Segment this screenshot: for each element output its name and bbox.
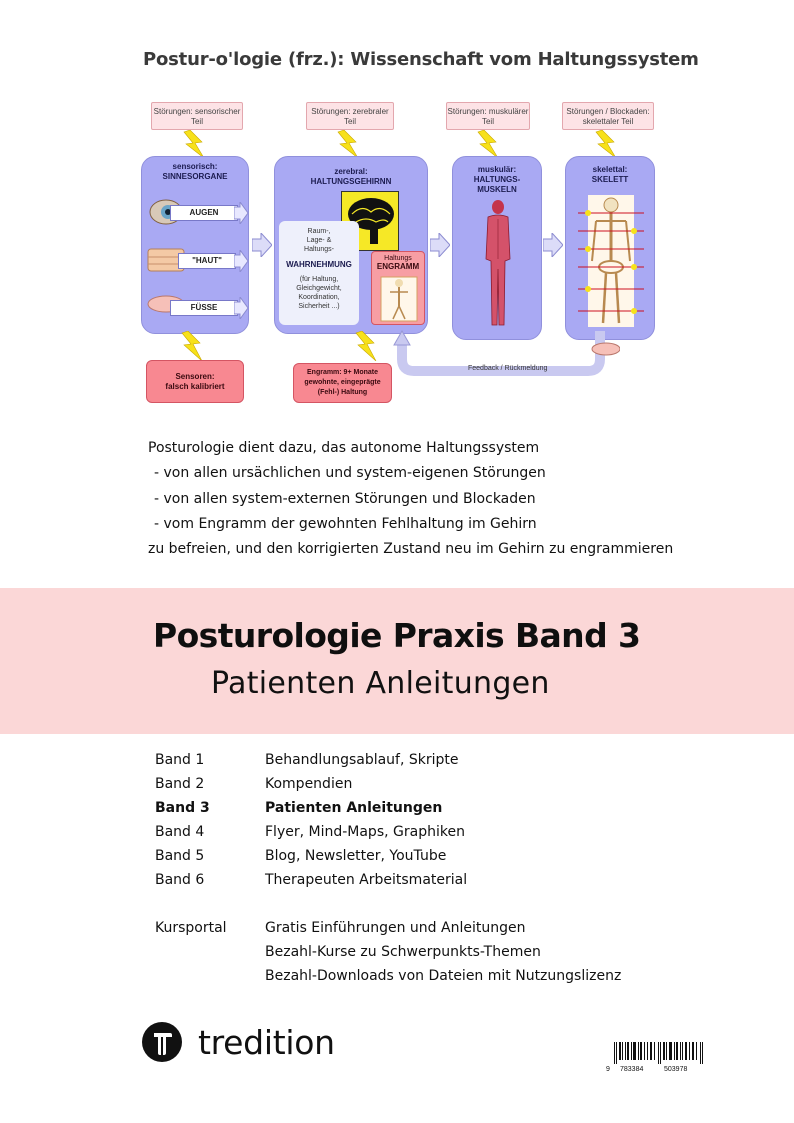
series-row — [155, 749, 621, 773]
perception-line: Raum-, — [307, 228, 331, 235]
skeleton-figure-icon — [576, 191, 646, 331]
page-headline: Postur-o'logie (frz.): Wissenschaft vom Haltungssystem — [143, 49, 699, 70]
lightning-icon — [336, 130, 362, 158]
kursportal-row — [155, 965, 621, 989]
series-row-current — [155, 797, 621, 821]
series-value: Kompendien — [265, 776, 353, 792]
arrow-right-icon — [543, 233, 563, 257]
lightning-icon — [476, 130, 502, 158]
series-key: Band 4 — [155, 824, 205, 840]
barcode-digits: 503978 — [664, 1066, 688, 1073]
tag-cerebral: Störungen: zerebraler Teil — [306, 102, 394, 130]
engram-label: Haltungs — [384, 255, 412, 262]
posture-system-diagram — [0, 95, 794, 415]
engram-box — [371, 251, 425, 325]
alert-line: gewohnte, eingeprägte — [304, 379, 381, 386]
panel-title: HALTUNGS- — [473, 175, 521, 184]
series-list — [155, 749, 621, 989]
feedback-label: Feedback / Rückmeldung — [468, 365, 548, 372]
series-value: Patienten Anleitungen — [265, 800, 443, 816]
tag-sensory: Störungen: sensorischer Teil — [151, 102, 243, 130]
skeleton-icon — [380, 276, 418, 322]
perception-line: Lage- & — [306, 237, 332, 244]
barcode-digit: 9 — [606, 1066, 610, 1073]
perception-detail: Gleichgewicht, — [296, 285, 342, 292]
perception-box — [279, 221, 359, 325]
alert-line: (Fehl-) Haltung — [317, 389, 368, 396]
tag-muscular: Störungen: muskulärer Teil — [446, 102, 530, 130]
arrow-right-icon — [234, 250, 248, 272]
series-key: Band 2 — [155, 776, 205, 792]
series-row — [155, 869, 621, 893]
arrow-right-icon — [234, 202, 248, 224]
intro-bullet: - von allen ursächlichen und system-eigenen Störungen — [154, 465, 546, 482]
muscle-figure-icon — [479, 199, 517, 329]
alert-line: falsch kalibriert — [165, 382, 225, 391]
panel-title: SKELETT — [591, 175, 629, 184]
panel-title: SINNESORGANE — [162, 172, 228, 181]
sensors-alert-box — [146, 360, 244, 403]
series-key: Band 3 — [155, 800, 210, 816]
perception-title: WAHRNEHMUNG — [286, 260, 352, 269]
panel-sensory — [141, 156, 249, 334]
book-title: Posturologie Praxis Band 3 — [153, 616, 641, 655]
barcode-bars — [614, 1042, 704, 1064]
intro-bullet: - von allen system-externen Störungen und Blockaden — [154, 490, 536, 507]
perception-detail: Koordination, — [298, 294, 340, 301]
sensor-eyes: AUGEN — [170, 205, 238, 221]
perception-detail: Sicherheit ...) — [298, 303, 340, 310]
lightning-icon — [594, 130, 620, 158]
engram-label: ENGRAMM — [376, 262, 420, 271]
engram-alert-box — [293, 363, 392, 403]
alert-line: Sensoren: — [175, 372, 215, 381]
intro-line: zu befreien, und den korrigierten Zustand neu im Gehirn zu engrammieren — [148, 541, 674, 558]
tag-skeletal: Störungen / Blockaden: skelettaler Teil — [562, 102, 654, 130]
panel-title: MUSKELN — [477, 185, 517, 194]
title-band — [0, 588, 794, 734]
panel-title: muskulär: — [477, 165, 517, 174]
series-key: Band 1 — [155, 752, 205, 768]
series-value: Behandlungsablauf, Skripte — [265, 752, 459, 768]
lightning-icon — [354, 331, 380, 361]
panel-title: zerebral: — [334, 167, 368, 176]
tredition-logo-icon — [142, 1022, 182, 1062]
publisher-name: tredition — [198, 1022, 335, 1062]
panel-title: HALTUNGSGEHIRNN — [310, 177, 392, 186]
intro-bullet: - vom Engramm der gewohnten Fehlhaltung im Gehirn — [154, 515, 537, 532]
series-key: Band 6 — [155, 872, 205, 888]
alert-line: Engramm: 9+ Monate — [307, 369, 378, 376]
publisher-logo — [142, 1022, 335, 1062]
series-value: Flyer, Mind-Maps, Graphiken — [265, 824, 465, 840]
perception-line: Haltungs- — [304, 246, 334, 253]
series-row — [155, 773, 621, 797]
series-value: Bezahl-Kurse zu Schwerpunkts-Themen — [265, 944, 541, 960]
series-value: Bezahl-Downloads von Dateien mit Nutzungslizenz — [265, 968, 622, 984]
sensor-skin: "HAUT" — [178, 253, 236, 269]
series-key: Band 5 — [155, 848, 205, 864]
series-row — [155, 821, 621, 845]
panel-muscular — [452, 156, 542, 340]
barcode-digits: 783384 — [620, 1066, 644, 1073]
arrow-right-icon — [234, 297, 248, 319]
panel-title: sensorisch: — [172, 162, 218, 171]
sensor-feet: FÜSSE — [170, 300, 238, 316]
book-subtitle: Patienten Anleitungen — [211, 666, 550, 701]
kursportal-row — [155, 917, 621, 941]
panel-skeletal — [565, 156, 655, 340]
series-value: Gratis Einführungen und Anleitungen — [265, 920, 526, 936]
panel-title: skelettal: — [592, 165, 628, 174]
isbn-barcode — [606, 1042, 704, 1078]
lightning-icon — [180, 331, 206, 361]
lightning-icon — [182, 130, 208, 158]
series-row — [155, 845, 621, 869]
intro-line: Posturologie dient dazu, das autonome Haltungssystem — [148, 440, 540, 456]
kursportal-row — [155, 941, 621, 965]
arrow-right-icon — [252, 233, 272, 257]
arrow-right-icon — [430, 233, 450, 257]
intro-text — [148, 436, 673, 562]
series-key: Kursportal — [155, 920, 227, 936]
perception-detail: (für Haltung, — [299, 276, 339, 283]
series-value: Blog, Newsletter, YouTube — [265, 848, 447, 864]
series-value: Therapeuten Arbeitsmaterial — [265, 872, 468, 888]
panel-cerebral — [274, 156, 428, 334]
